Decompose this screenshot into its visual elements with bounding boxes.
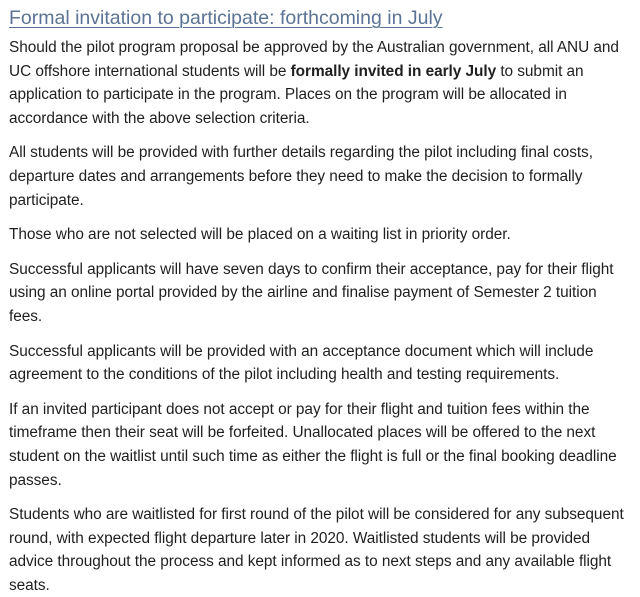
paragraph-waitlisted: Students who are waitlisted for first round of the pilot will be considered for any subsequent round, with expected flight departure later in 2020. Waitlisted students will be provided advice throughout the process and kept informed as to next steps and any available flight seats.	[9, 506, 624, 594]
section-heading-link[interactable]: Formal invitation to participate: forthcoming in July	[9, 7, 443, 29]
paragraph-text: Should the pilot program proposal be approved by the Australian government, all ANU and UC offshore international students will be	[9, 39, 619, 80]
emphasis-text: formally invited in early July	[290, 62, 497, 80]
paragraph-text: to submit an application to participate in the program. Places on the program will be allocated in accordance with the above selection criteria.	[9, 62, 584, 127]
paragraph-forfeit: If an invited participant does not accept or pay for their flight and tuition fees within the timeframe then their seat will be forfeited. Unallocated places will be offered to the next student on the waitlist until such time as either the flight is full or the final booking deadline passes.	[9, 400, 617, 489]
paragraph-details: All students will be provided with further details regarding the pilot including final costs, departure dates and arrangements before they need to make the decision to formally participate.	[9, 144, 593, 209]
paragraph-invitation	[9, 36, 632, 130]
paragraph-acceptance-payment: Successful applicants will have seven days to confirm their acceptance, pay for their flight using an online portal provided by the airline and finalise payment of Semester 2 tuition fees.	[9, 260, 614, 325]
paragraph-waiting-list: Those who are not selected will be placed on a waiting list in priority order.	[9, 226, 511, 244]
paragraph-acceptance-document: Successful applicants will be provided with an acceptance document which will include agreement to the conditions of the pilot including health and testing requirements.	[9, 342, 594, 384]
